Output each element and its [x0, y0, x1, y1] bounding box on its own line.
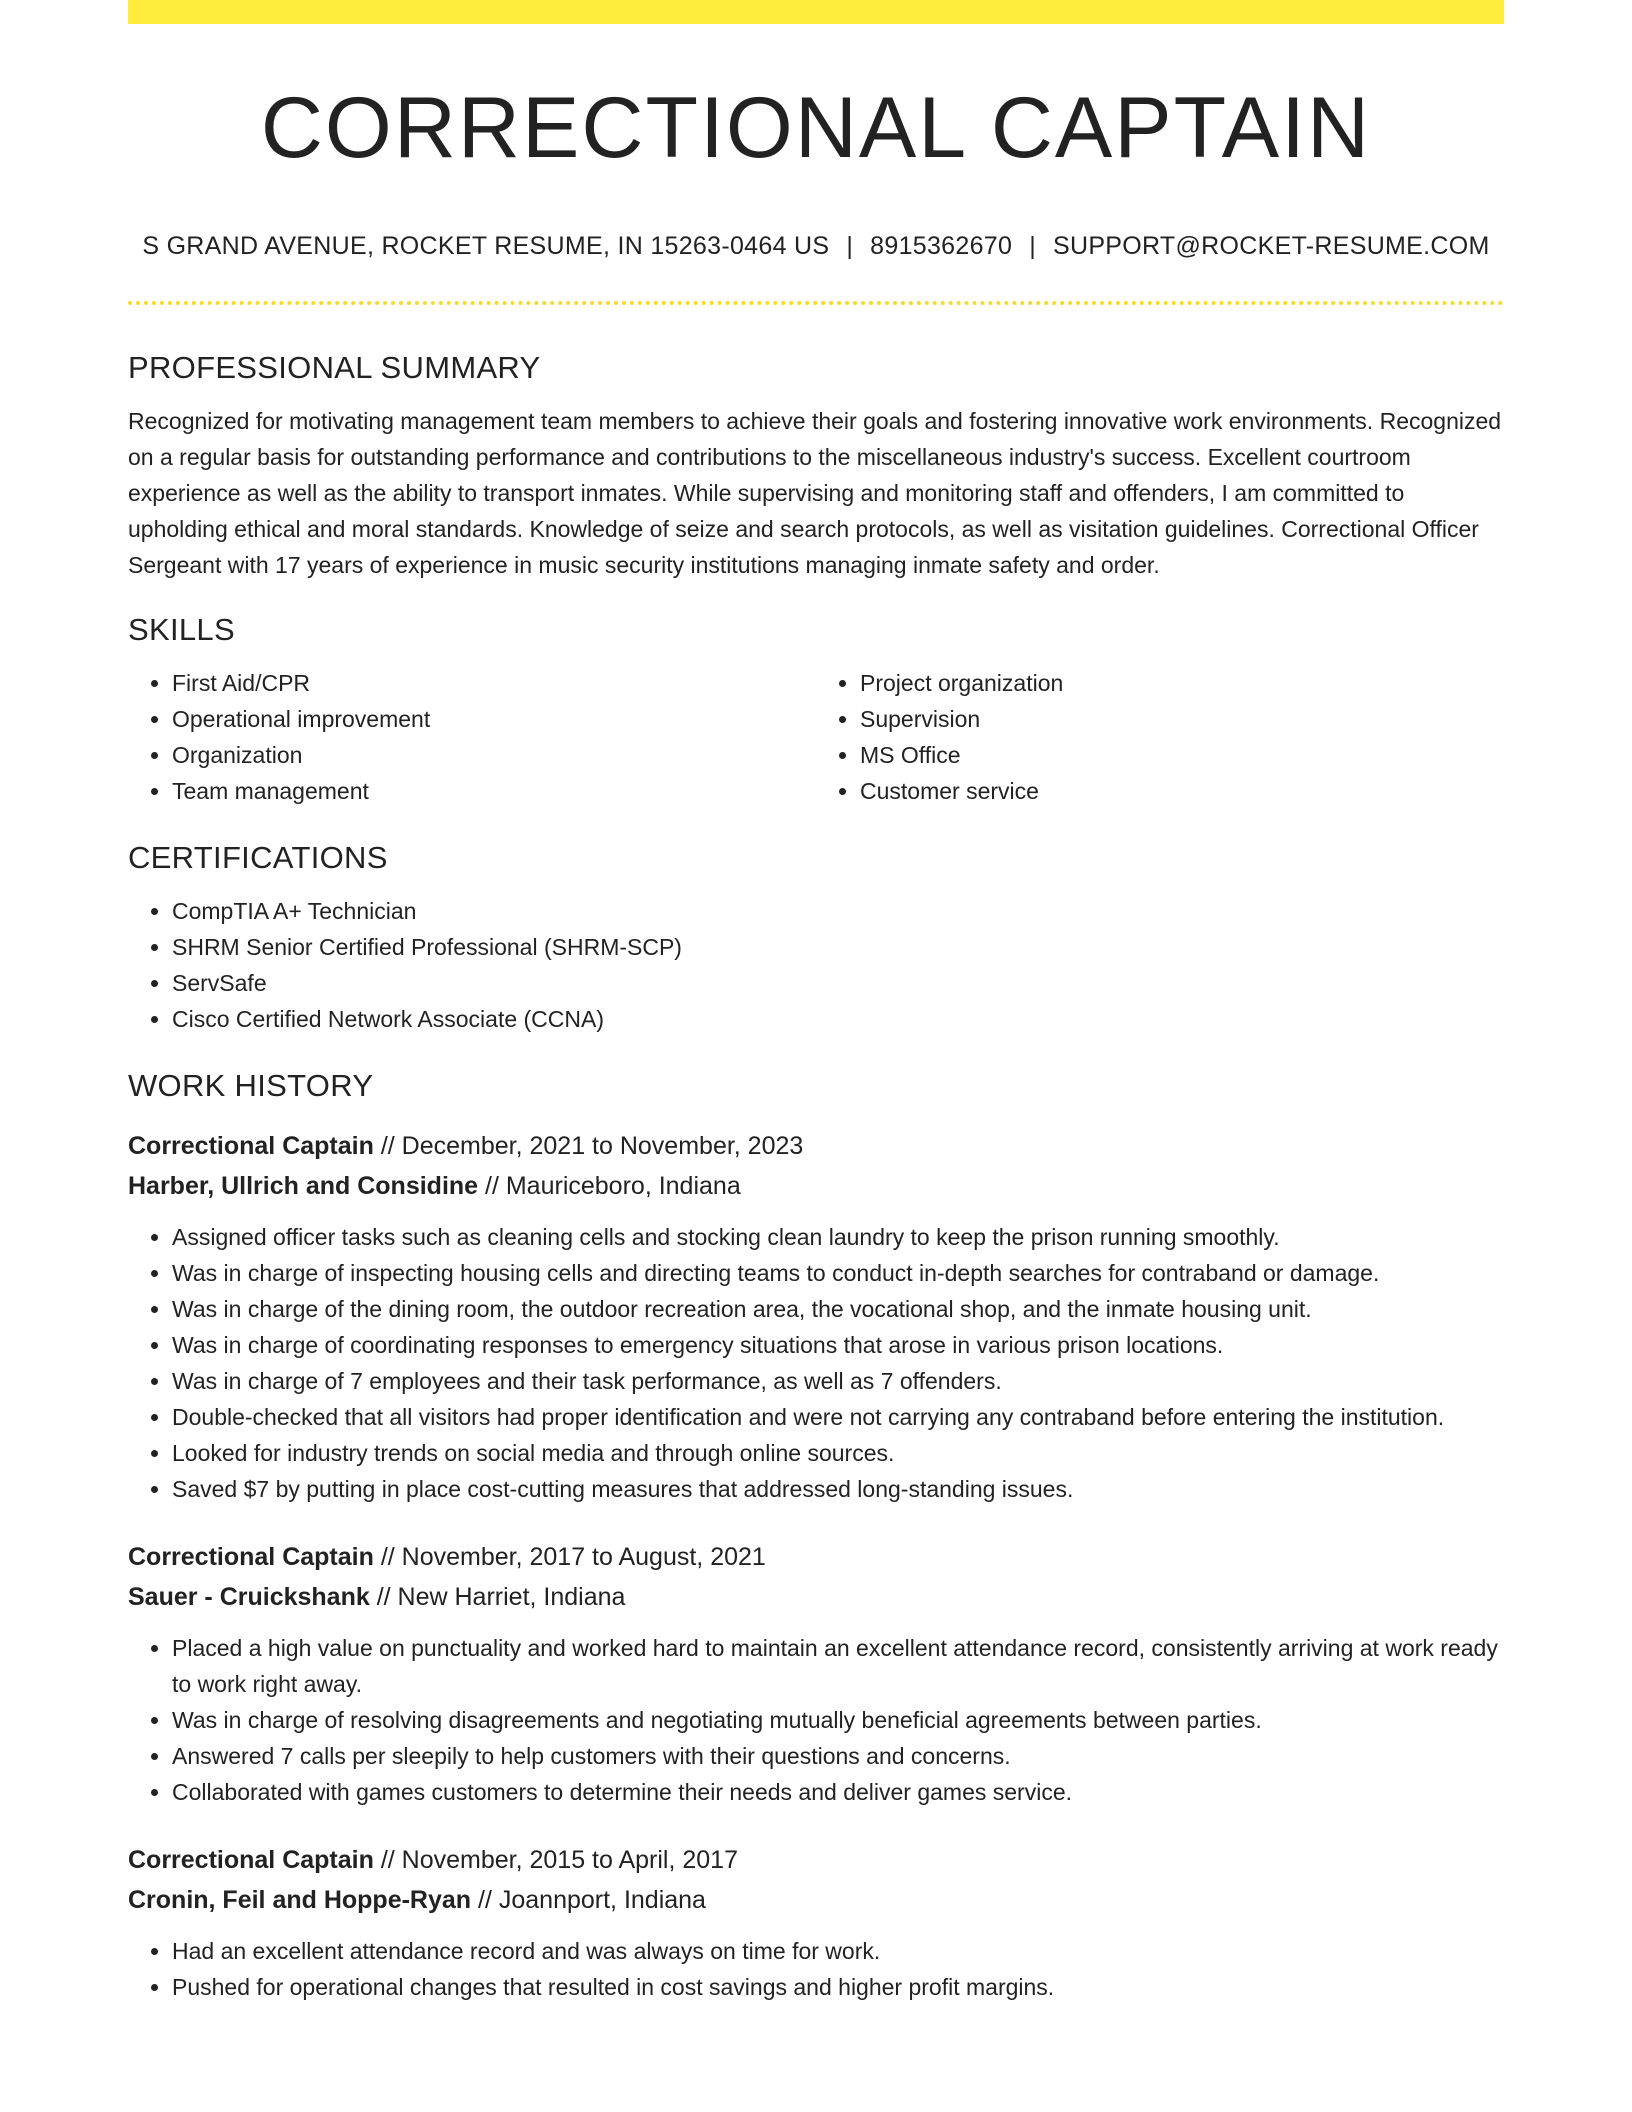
- job-bullet: • Collaborated with games customers to determine their needs and deliver games service.: [172, 1774, 1504, 1810]
- resume-content: [128, 0, 1504, 2005]
- skills-list-left: [128, 665, 816, 809]
- job-bullet: • Was in charge of 7 employees and their task performance, as well as 7 offenders.: [172, 1363, 1504, 1399]
- job-dates: // November, 2017 to August, 2021: [373, 1543, 766, 1571]
- skill-item: • Organization: [172, 737, 816, 773]
- header-divider: [128, 301, 1504, 305]
- job-company: Cronin, Feil and Hoppe-Ryan: [128, 1886, 472, 1914]
- job-title-line: [128, 1537, 1504, 1577]
- job-bullet: • Looked for industry trends on social media and through online sources.: [172, 1435, 1504, 1471]
- job-location: // Joannport, Indiana: [471, 1886, 706, 1914]
- work-history-section: [128, 1066, 1504, 2005]
- job-bullets: [128, 1630, 1504, 1810]
- work-history-heading: WORK HISTORY: [128, 1068, 374, 1103]
- job-bullet: • Had an excellent attendance record and was always on time for work.: [172, 1933, 1504, 1969]
- contact-address: S GRAND AVENUE, ROCKET RESUME, IN 15263-0464 US: [142, 232, 830, 260]
- job-company: Harber, Ullrich and Considine: [128, 1172, 479, 1200]
- certification-item: • SHRM Senior Certified Professional (SHRM-SCP): [172, 929, 1504, 965]
- job-bullets: [128, 1933, 1504, 2005]
- skill-item: • MS Office: [860, 737, 1504, 773]
- certifications-section: [128, 838, 1504, 1037]
- job-entry: [128, 1537, 1504, 1810]
- summary-section: [128, 348, 1504, 583]
- contact-separator: |: [846, 232, 854, 260]
- certification-item: • Cisco Certified Network Associate (CCNA): [172, 1001, 1504, 1037]
- job-entry: [128, 1126, 1504, 1507]
- skill-item: • First Aid/CPR: [172, 665, 816, 701]
- job-bullet: • Placed a high value on punctuality and worked hard to maintain an excellent attendance record, consistently arriving at work ready to work right away.: [172, 1630, 1504, 1702]
- skill-item: • Project organization: [860, 665, 1504, 701]
- resume-name: CORRECTIONAL CAPTAIN: [260, 80, 1372, 176]
- job-title-line: [128, 1126, 1504, 1166]
- contact-line: [128, 230, 1504, 262]
- job-company-line: [128, 1166, 1504, 1206]
- skill-item: • Supervision: [860, 701, 1504, 737]
- skill-item: • Operational improvement: [172, 701, 816, 737]
- skills-heading: SKILLS: [128, 612, 235, 647]
- certification-item: • ServSafe: [172, 965, 1504, 1001]
- job-bullet: • Was in charge of inspecting housing cells and directing teams to conduct in-depth searches for contraband or damage.: [172, 1255, 1504, 1291]
- job-location: // Mauriceboro, Indiana: [478, 1172, 741, 1200]
- summary-text: Recognized for motivating management team members to achieve their goals and fostering innovative work environments. Recognized on a regular basis for outstanding performance and contributions to the miscellaneous industry's success. Excellent courtroom experience as well as the ability to transport inmates. While supervising and monitoring staff and offenders, I am committed to upholding ethical and moral standards. Knowledge of seize and search protocols, as well as visitation guidelines. Correctional Officer Sergeant with 17 years of experience in music security institutions managing inmate safety and order.: [128, 408, 1502, 578]
- skills-list-right: [816, 665, 1504, 809]
- certifications-list: [128, 893, 1504, 1037]
- job-company-line: [128, 1880, 1504, 1920]
- job-dates: // December, 2021 to November, 2023: [373, 1132, 804, 1160]
- job-bullet: • Double-checked that all visitors had proper identification and were not carrying any contraband before entering the institution.: [172, 1399, 1504, 1435]
- skill-item: • Team management: [172, 773, 816, 809]
- job-bullet: • Assigned officer tasks such as cleaning cells and stocking clean laundry to keep the prison running smoothly.: [172, 1219, 1504, 1255]
- job-title-line: [128, 1840, 1504, 1880]
- job-bullet: • Saved $7 by putting in place cost-cutting measures that addressed long-standing issues.: [172, 1471, 1504, 1507]
- job-bullet: • Was in charge of the dining room, the outdoor recreation area, the vocational shop, and the inmate housing unit.: [172, 1291, 1504, 1327]
- skills-grid: [128, 665, 1504, 809]
- job-title: Correctional Captain: [128, 1132, 374, 1160]
- job-bullet: • Was in charge of resolving disagreements and negotiating mutually beneficial agreements between parties.: [172, 1702, 1504, 1738]
- job-dates: // November, 2015 to April, 2017: [373, 1846, 738, 1874]
- summary-heading: PROFESSIONAL SUMMARY: [128, 350, 541, 385]
- contact-email: SUPPORT@ROCKET-RESUME.COM: [1053, 232, 1490, 260]
- job-bullet: • Answered 7 calls per sleepily to help customers with their questions and concerns.: [172, 1738, 1504, 1774]
- job-entry: [128, 1840, 1504, 2005]
- contact-separator: |: [1029, 232, 1036, 260]
- skills-section: [128, 610, 1504, 809]
- job-bullet: • Was in charge of coordinating responses to emergency situations that arose in various prison locations.: [172, 1327, 1504, 1363]
- job-title: Correctional Captain: [128, 1846, 374, 1874]
- job-bullet: • Pushed for operational changes that resulted in cost savings and higher profit margins.: [172, 1969, 1504, 2005]
- certification-item: • CompTIA A+ Technician: [172, 893, 1504, 929]
- contact-phone: 8915362670: [870, 232, 1013, 260]
- skill-item: • Customer service: [860, 773, 1504, 809]
- job-company-line: [128, 1577, 1504, 1617]
- certifications-heading: CERTIFICATIONS: [128, 840, 388, 875]
- job-company: Sauer - Cruickshank: [128, 1583, 370, 1611]
- job-location: // New Harriet, Indiana: [369, 1583, 626, 1611]
- job-bullets: [128, 1219, 1504, 1507]
- job-title: Correctional Captain: [128, 1543, 374, 1571]
